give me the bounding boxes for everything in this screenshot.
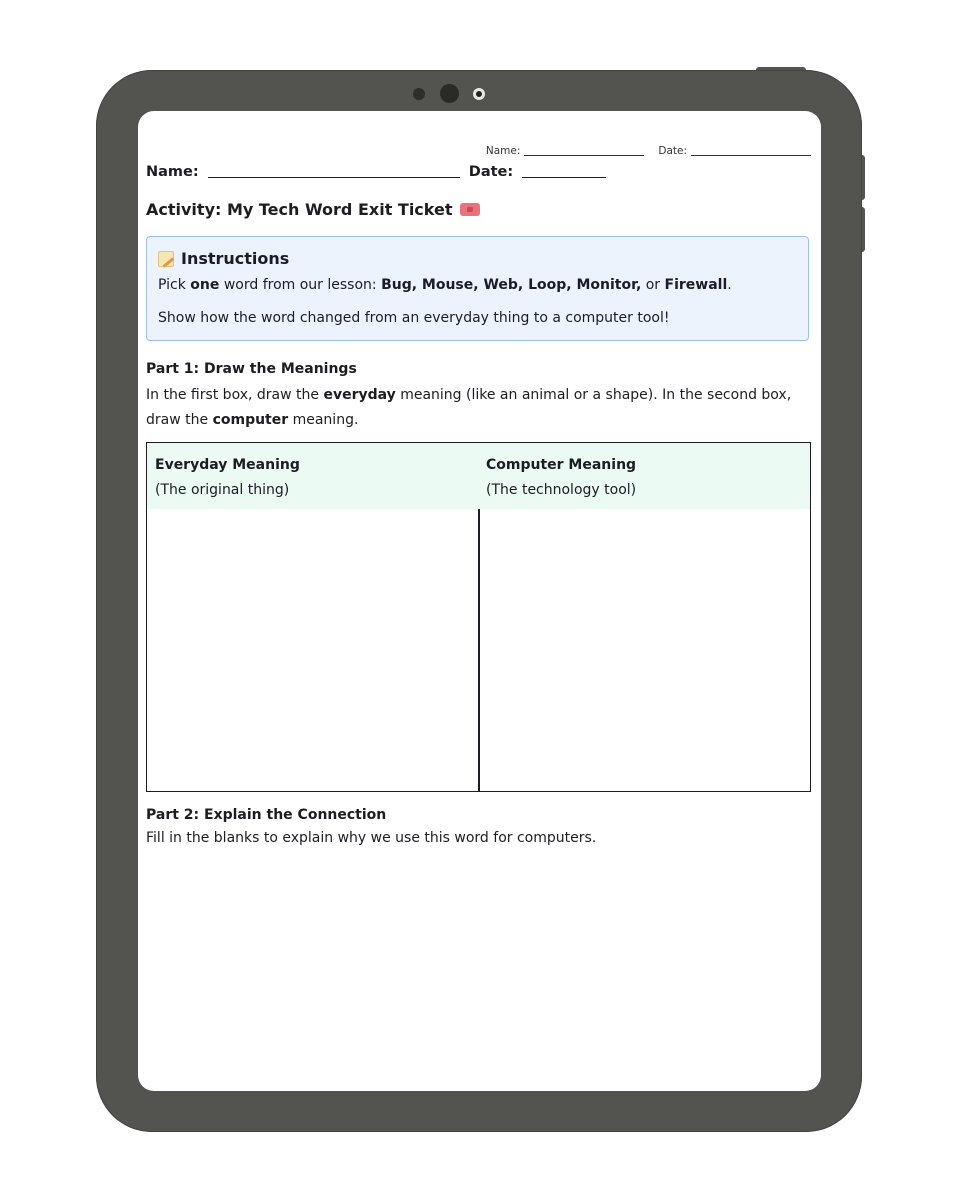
drawing-table — [146, 442, 811, 792]
name-label: Name: — [146, 164, 199, 180]
part2-title: Part 2: Explain the Connection — [146, 807, 387, 823]
small-name-label: Name: — [485, 145, 521, 157]
instructions-box — [146, 236, 809, 341]
text-span: word from our lesson: — [219, 277, 382, 293]
computer-header-label: Computer Meaning — [486, 457, 637, 473]
text-span: meaning (like an animal or a shape). In the second box, draw the — [146, 387, 792, 428]
small-name-field[interactable] — [486, 145, 645, 157]
activity-title-text: Activity: My Tech Word Exit Ticket — [146, 200, 453, 219]
text-span: . — [727, 277, 732, 293]
name-date-row — [146, 164, 610, 180]
word-firewall: Firewall — [664, 277, 728, 293]
date-blank[interactable] — [522, 177, 606, 178]
instructions-line-1 — [158, 277, 732, 293]
everyday-drawing-area[interactable] — [147, 509, 477, 791]
computer-header-sub: (The technology tool) — [486, 482, 637, 498]
part1-description — [146, 383, 811, 433]
small-date-label: Date: — [658, 145, 687, 157]
tablet-screen — [138, 111, 821, 1091]
light-sensor-icon — [473, 88, 485, 100]
memo-icon — [158, 251, 174, 267]
small-header — [486, 145, 811, 157]
sensor-icon — [413, 88, 425, 100]
date-label: Date: — [468, 164, 514, 180]
everyday-column-header — [155, 453, 300, 503]
part1-title: Part 1: Draw the Meanings — [146, 361, 357, 377]
emphasis-one: one — [190, 277, 220, 293]
camera-icon — [440, 84, 459, 103]
ticket-icon — [460, 203, 480, 216]
instructions-heading — [158, 249, 289, 268]
everyday-header-sub: (The original thing) — [155, 482, 290, 498]
text-span: Pick — [158, 277, 191, 293]
part2-description: Fill in the blanks to explain why we use this word for computers. — [146, 830, 597, 846]
small-name-line — [524, 155, 644, 156]
small-date-field[interactable] — [658, 145, 811, 157]
instructions-line-2: Show how the word changed from an everyday thing to a computer tool! — [158, 310, 670, 326]
word-list: Bug, Mouse, Web, Loop, Monitor, — [381, 277, 642, 293]
activity-title — [146, 200, 480, 219]
instructions-title: Instructions — [181, 249, 290, 268]
worksheet-page — [146, 111, 811, 1091]
everyday-header-label: Everyday Meaning — [155, 457, 300, 473]
emphasis-everyday: everyday — [323, 387, 396, 403]
small-date-line — [691, 155, 811, 156]
drawing-table-header — [147, 443, 810, 509]
text-span: meaning. — [288, 412, 359, 428]
computer-column-header — [486, 453, 636, 503]
text-span: or — [641, 277, 665, 293]
text-span: In the first box, draw the — [146, 387, 324, 403]
name-blank[interactable] — [208, 177, 460, 178]
computer-drawing-area[interactable] — [480, 509, 810, 791]
emphasis-computer: computer — [212, 412, 289, 428]
